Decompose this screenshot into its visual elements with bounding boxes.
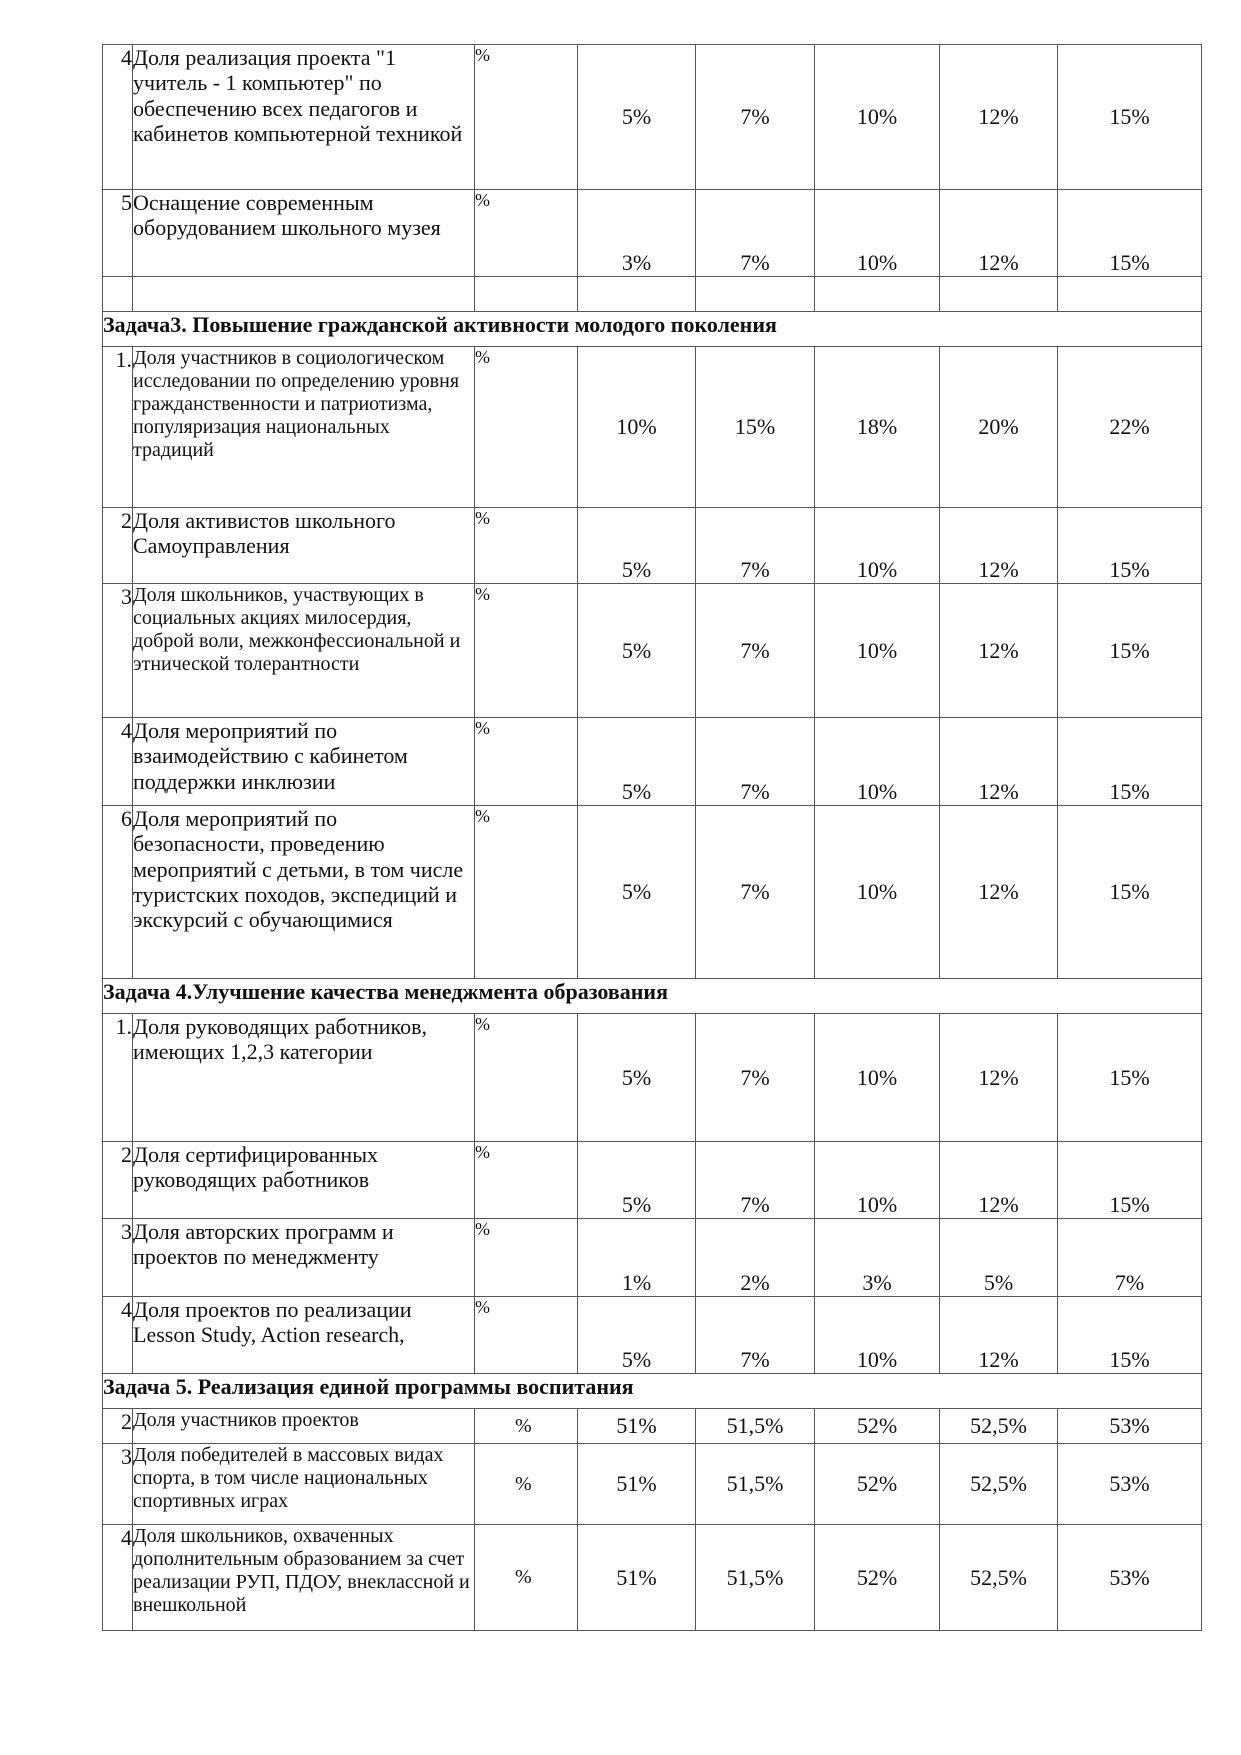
value-cell: 7% <box>696 1014 815 1142</box>
empty-cell <box>696 277 815 312</box>
indicator-name: Доля проектов по реализации Lesson Study, Action research, <box>133 1297 475 1374</box>
section-row <box>103 979 1202 1014</box>
value-cell: 52% <box>815 1444 940 1525</box>
value-cell: 10% <box>815 718 940 806</box>
section-row <box>103 312 1202 347</box>
row-number: 1. <box>103 1014 133 1142</box>
value-cell: 12% <box>940 45 1058 190</box>
value-cell: 7% <box>696 718 815 806</box>
value-cell: 15% <box>1058 508 1202 584</box>
value-cell: 15% <box>1058 1142 1202 1219</box>
indicator-name: Доля участников в социологическом исследовании по определению уровня гражданственности и патриотизма, популяризация национальных традиций <box>133 347 475 508</box>
value-cell: 15% <box>1058 1014 1202 1142</box>
row-number: 5 <box>103 190 133 277</box>
table-row <box>103 45 1202 190</box>
value-cell: 51,5% <box>696 1525 815 1631</box>
value-cell: 5% <box>578 584 696 718</box>
value-cell: 7% <box>1058 1219 1202 1297</box>
indicator-name: Доля руководящих работников, имеющих 1,2,3 категории <box>133 1014 475 1142</box>
unit-cell: % <box>475 1297 578 1374</box>
value-cell: 52,5% <box>940 1409 1058 1444</box>
value-cell: 5% <box>578 806 696 979</box>
indicator-name: Доля участников проектов <box>133 1409 475 1444</box>
value-cell: 7% <box>696 1297 815 1374</box>
value-cell: 10% <box>815 508 940 584</box>
empty-cell <box>940 277 1058 312</box>
section-row <box>103 1374 1202 1409</box>
value-cell: 5% <box>578 1142 696 1219</box>
indicator-name: Доля авторских программ и проектов по менеджменту <box>133 1219 475 1297</box>
row-number: 4 <box>103 1297 133 1374</box>
table-row <box>103 1409 1202 1444</box>
row-number: 3 <box>103 1444 133 1525</box>
unit-cell: % <box>475 1525 578 1631</box>
unit-cell: % <box>475 718 578 806</box>
value-cell: 51% <box>578 1525 696 1631</box>
value-cell: 3% <box>815 1219 940 1297</box>
value-cell: 12% <box>940 1014 1058 1142</box>
row-number: 3 <box>103 1219 133 1297</box>
table-row <box>103 718 1202 806</box>
value-cell: 2% <box>696 1219 815 1297</box>
empty-cell <box>475 277 578 312</box>
value-cell: 7% <box>696 584 815 718</box>
section-title: Задача 4.Улучшение качества менеджмента образования <box>103 979 1202 1014</box>
row-number: 4 <box>103 718 133 806</box>
section-title: Задача3. Повышение гражданской активности молодого поколения <box>103 312 1202 347</box>
value-cell: 51,5% <box>696 1444 815 1525</box>
value-cell: 15% <box>1058 718 1202 806</box>
table-row <box>103 1444 1202 1525</box>
value-cell: 1% <box>578 1219 696 1297</box>
empty-row <box>103 277 1202 312</box>
value-cell: 10% <box>815 1014 940 1142</box>
value-cell: 12% <box>940 190 1058 277</box>
unit-cell: % <box>475 1444 578 1525</box>
table-row <box>103 347 1202 508</box>
indicator-name: Доля реализация проекта "1 учитель - 1 компьютер" по обеспечению всех педагогов и кабинетов компьютерной техникой <box>133 45 475 190</box>
table-row <box>103 1142 1202 1219</box>
value-cell: 10% <box>815 190 940 277</box>
value-cell: 15% <box>1058 806 1202 979</box>
value-cell: 7% <box>696 508 815 584</box>
value-cell: 53% <box>1058 1409 1202 1444</box>
unit-cell: % <box>475 1142 578 1219</box>
empty-cell <box>1058 277 1202 312</box>
value-cell: 52% <box>815 1409 940 1444</box>
row-number: 4 <box>103 45 133 190</box>
value-cell: 12% <box>940 508 1058 584</box>
table-row <box>103 1219 1202 1297</box>
value-cell: 12% <box>940 584 1058 718</box>
value-cell: 12% <box>940 718 1058 806</box>
value-cell: 5% <box>578 1014 696 1142</box>
table-row <box>103 508 1202 584</box>
value-cell: 7% <box>696 806 815 979</box>
value-cell: 12% <box>940 806 1058 979</box>
value-cell: 7% <box>696 1142 815 1219</box>
indicator-name: Доля школьников, охваченных дополнительным образованием за счет реализации РУП, ПДОУ, внеклассной и внешкольной <box>133 1525 475 1631</box>
value-cell: 10% <box>815 806 940 979</box>
value-cell: 5% <box>578 45 696 190</box>
unit-cell: % <box>475 347 578 508</box>
indicator-name: Доля активистов школьного Самоуправления <box>133 508 475 584</box>
indicator-name: Доля сертифицированных руководящих работников <box>133 1142 475 1219</box>
table-row <box>103 190 1202 277</box>
empty-cell <box>578 277 696 312</box>
value-cell: 20% <box>940 347 1058 508</box>
table-row <box>103 1525 1202 1631</box>
indicator-name: Доля мероприятий по взаимодействию с кабинетом поддержки инклюзии <box>133 718 475 806</box>
value-cell: 3% <box>578 190 696 277</box>
unit-cell: % <box>475 1219 578 1297</box>
unit-cell: % <box>475 190 578 277</box>
empty-cell <box>133 277 475 312</box>
value-cell: 10% <box>578 347 696 508</box>
unit-cell: % <box>475 508 578 584</box>
value-cell: 15% <box>1058 45 1202 190</box>
value-cell: 5% <box>940 1219 1058 1297</box>
indicators-table-body <box>103 45 1202 1631</box>
value-cell: 10% <box>815 584 940 718</box>
indicator-name: Доля школьников, участвующих в социальных акциях милосердия, доброй воли, межконфессиональной и этнической толерантности <box>133 584 475 718</box>
indicator-name: Оснащение современным оборудованием школьного музея <box>133 190 475 277</box>
indicator-name: Доля победителей в массовых видах спорта, в том числе национальных спортивных играх <box>133 1444 475 1525</box>
unit-cell: % <box>475 45 578 190</box>
table-row <box>103 1297 1202 1374</box>
value-cell: 5% <box>578 508 696 584</box>
value-cell: 15% <box>1058 190 1202 277</box>
unit-cell: % <box>475 1014 578 1142</box>
value-cell: 53% <box>1058 1444 1202 1525</box>
table-row <box>103 584 1202 718</box>
row-number: 2 <box>103 508 133 584</box>
value-cell: 51% <box>578 1409 696 1444</box>
value-cell: 10% <box>815 45 940 190</box>
table-row <box>103 1014 1202 1142</box>
value-cell: 12% <box>940 1297 1058 1374</box>
value-cell: 10% <box>815 1142 940 1219</box>
row-number: 6 <box>103 806 133 979</box>
value-cell: 22% <box>1058 347 1202 508</box>
value-cell: 51,5% <box>696 1409 815 1444</box>
indicator-name: Доля мероприятий по безопасности, проведению мероприятий с детьми, в том числе туристских походов, экспедиций и экскурсий с обучающимися <box>133 806 475 979</box>
unit-cell: % <box>475 584 578 718</box>
value-cell: 7% <box>696 190 815 277</box>
section-title: Задача 5. Реализация единой программы воспитания <box>103 1374 1202 1409</box>
value-cell: 52,5% <box>940 1444 1058 1525</box>
row-number: 3 <box>103 584 133 718</box>
table-row <box>103 806 1202 979</box>
row-number: 2 <box>103 1142 133 1219</box>
value-cell: 5% <box>578 1297 696 1374</box>
value-cell: 10% <box>815 1297 940 1374</box>
unit-cell: % <box>475 1409 578 1444</box>
value-cell: 15% <box>696 347 815 508</box>
indicators-table <box>102 44 1202 1631</box>
row-number: 4 <box>103 1525 133 1631</box>
value-cell: 5% <box>578 718 696 806</box>
empty-cell <box>815 277 940 312</box>
value-cell: 52% <box>815 1525 940 1631</box>
row-number: 1. <box>103 347 133 508</box>
value-cell: 15% <box>1058 1297 1202 1374</box>
unit-cell: % <box>475 806 578 979</box>
value-cell: 53% <box>1058 1525 1202 1631</box>
value-cell: 12% <box>940 1142 1058 1219</box>
value-cell: 15% <box>1058 584 1202 718</box>
row-number: 2 <box>103 1409 133 1444</box>
value-cell: 51% <box>578 1444 696 1525</box>
value-cell: 7% <box>696 45 815 190</box>
empty-cell <box>103 277 133 312</box>
value-cell: 18% <box>815 347 940 508</box>
value-cell: 52,5% <box>940 1525 1058 1631</box>
